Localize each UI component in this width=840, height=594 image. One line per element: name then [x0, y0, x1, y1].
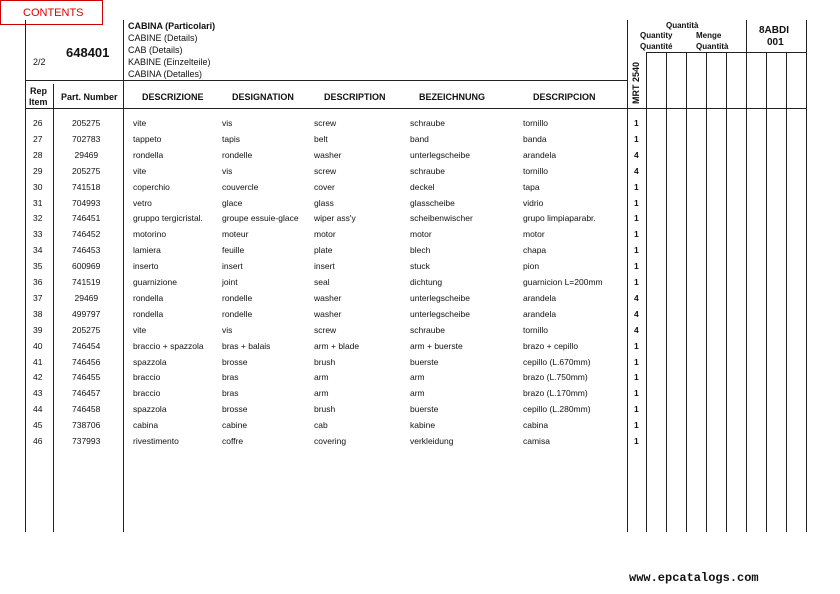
- description-cell: arm + blade: [314, 340, 360, 351]
- part-number-cell: 499797: [72, 308, 101, 319]
- part-number-cell: 600969: [72, 261, 101, 272]
- quantity-cell: 1: [634, 277, 639, 287]
- bezeichnung-cell: unterlegscheibe: [410, 292, 471, 303]
- description-cell: cover: [314, 181, 335, 192]
- descripcion-cell: grupo limpiaparabr.: [523, 213, 596, 224]
- divider: [686, 52, 687, 532]
- bezeichnung-cell: verkleidung: [410, 436, 454, 446]
- quantity-cell: 4: [634, 292, 639, 303]
- quantity-cell: 1: [634, 340, 639, 351]
- designation-header: DESIGNATION: [232, 92, 294, 102]
- description-cell: washer: [314, 149, 342, 160]
- bezeichnung-cell: schraube: [410, 118, 445, 128]
- item-header: Item: [29, 97, 48, 107]
- group-part-number: 648401: [66, 45, 110, 60]
- designation-cell: brosse: [222, 356, 248, 367]
- part-number-cell: 205275: [72, 165, 101, 176]
- description-cell: belt: [314, 133, 328, 144]
- contents-button[interactable]: CONTENTS: [0, 0, 103, 25]
- descripcion-cell: arandela: [523, 292, 557, 303]
- rep-item-cell: 29: [33, 165, 43, 176]
- rep-item-cell: 45: [33, 420, 43, 431]
- designation-cell: cabine: [222, 420, 248, 431]
- description-cell: glass: [314, 197, 334, 208]
- description-cell: insert: [314, 261, 335, 272]
- rep-item-cell: 31: [33, 197, 43, 208]
- quantity-cell: 1: [634, 181, 639, 192]
- quantity-cell: 1: [634, 118, 639, 128]
- description-cell: arm: [314, 372, 329, 383]
- descripcion-cell: arandela: [523, 149, 557, 160]
- description-cell: brush: [314, 404, 336, 415]
- rep-item-cell: 40: [33, 340, 43, 351]
- designation-cell: joint: [222, 277, 238, 287]
- rep-item-cell: 37: [33, 292, 43, 303]
- part-number-cell: 205275: [72, 118, 101, 128]
- divider: [25, 108, 806, 109]
- model-code-suffix: 001: [767, 37, 784, 48]
- quantity-cell: 1: [634, 245, 639, 256]
- description-cell: washer: [314, 308, 342, 319]
- quantity-cell: 1: [634, 420, 639, 431]
- bezeichnung-cell: motor: [410, 229, 432, 240]
- rep-item-cell: 32: [33, 213, 43, 224]
- descripcion-cell: camisa: [523, 436, 550, 446]
- rep-item-cell: 33: [33, 229, 43, 240]
- designation-cell: couvercle: [222, 181, 259, 192]
- part-number-cell: 741519: [72, 277, 101, 287]
- descripcion-cell: motor: [523, 229, 545, 240]
- descrizione-cell: rondella: [133, 308, 164, 319]
- description-cell: wiper ass'y: [314, 213, 356, 224]
- designation-cell: brosse: [222, 404, 248, 415]
- designation-cell: rondelle: [222, 292, 253, 303]
- descrizione-cell: rondella: [133, 149, 164, 160]
- descripcion-cell: tornillo: [523, 324, 549, 335]
- description-cell: covering: [314, 436, 347, 446]
- divider: [646, 52, 647, 532]
- descrizione-cell: vite: [133, 324, 147, 335]
- designation-cell: coffre: [222, 436, 244, 446]
- descripcion-cell: vidrio: [523, 197, 544, 208]
- bezeichnung-cell: arm: [410, 372, 425, 383]
- description-cell: washer: [314, 292, 342, 303]
- quantity-cell: 1: [634, 436, 639, 446]
- descrizione-cell: tappeto: [133, 133, 162, 144]
- descrizione-cell: braccio: [133, 388, 161, 399]
- quantity-cell: 1: [634, 404, 639, 415]
- description-cell: plate: [314, 245, 333, 256]
- quantity-cell: 1: [634, 197, 639, 208]
- bezeichnung-cell: unterlegscheibe: [410, 149, 471, 160]
- divider: [25, 20, 26, 532]
- descripcion-cell: cabina: [523, 420, 549, 431]
- descrizione-cell: vite: [133, 118, 147, 128]
- title-english: CAB (Details): [128, 45, 183, 55]
- rep-item-cell: 44: [33, 404, 43, 415]
- divider: [726, 52, 727, 532]
- bezeichnung-cell: deckel: [410, 181, 435, 192]
- descrizione-cell: braccio + spazzola: [133, 340, 204, 351]
- descripcion-cell: tornillo: [523, 118, 549, 128]
- bezeichnung-cell: stuck: [410, 261, 430, 272]
- bezeichnung-cell: buerste: [410, 356, 439, 367]
- designation-cell: rondelle: [222, 308, 253, 319]
- descrizione-cell: inserto: [133, 261, 159, 272]
- part-number-cell: 746457: [72, 388, 101, 399]
- part-number-cell: 746456: [72, 356, 101, 367]
- divider: [786, 52, 787, 532]
- part-number-cell: 746453: [72, 245, 101, 256]
- designation-cell: feuille: [222, 245, 245, 256]
- bezeichnung-cell: arm + buerste: [410, 340, 463, 351]
- quantity-label-en: Quantity: [640, 31, 673, 40]
- designation-cell: tapis: [222, 133, 240, 144]
- descrizione-cell: rivestimento: [133, 436, 179, 446]
- descripcion-cell: cepillo (L.670mm): [523, 356, 591, 367]
- quantity-cell: 1: [634, 388, 639, 399]
- descrizione-cell: cabina: [133, 420, 159, 431]
- description-cell: screw: [314, 324, 337, 335]
- bezeichnung-cell: schraube: [410, 324, 445, 335]
- descripcion-cell: chapa: [523, 245, 547, 256]
- descrizione-cell: coperchio: [133, 181, 170, 192]
- rep-item-cell: 27: [33, 133, 43, 144]
- descrizione-cell: gruppo tergicristal.: [133, 213, 203, 224]
- descrizione-cell: spazzola: [133, 404, 167, 415]
- quantity-cell: 4: [634, 308, 639, 319]
- description-cell: arm: [314, 388, 329, 399]
- part-number-cell: 746458: [72, 404, 101, 415]
- bezeichnung-cell: arm: [410, 388, 425, 399]
- bezeichnung-cell: blech: [410, 245, 431, 256]
- bezeichnung-cell: kabine: [410, 420, 436, 431]
- divider: [25, 80, 627, 81]
- quantity-cell: 1: [634, 213, 639, 224]
- descrizione-cell: spazzola: [133, 356, 167, 367]
- model-code: 8ABDI: [759, 25, 790, 36]
- part-number-header: Part. Number: [61, 92, 118, 102]
- rep-item-cell: 38: [33, 308, 43, 319]
- descripcion-cell: tornillo: [523, 165, 549, 176]
- descrizione-cell: lamiera: [133, 245, 161, 256]
- title-german: KABINE (Einzelteile): [128, 57, 211, 67]
- designation-cell: moteur: [222, 229, 249, 240]
- rep-item-cell: 43: [33, 388, 43, 399]
- descrizione-cell: vite: [133, 165, 147, 176]
- divider: [766, 52, 767, 532]
- rep-header: Rep: [30, 86, 48, 96]
- designation-cell: vis: [222, 118, 233, 128]
- part-number-cell: 746451: [72, 213, 101, 224]
- part-number-cell: 704993: [72, 197, 101, 208]
- description-cell: brush: [314, 356, 336, 367]
- rep-item-cell: 35: [33, 261, 43, 272]
- quantity-label-es: Quantità: [696, 42, 729, 51]
- divider: [806, 20, 807, 532]
- designation-cell: bras: [222, 372, 239, 383]
- rep-item-cell: 42: [33, 372, 43, 383]
- descrizione-cell: guarnizione: [133, 277, 177, 287]
- divider: [706, 52, 707, 532]
- description-cell: seal: [314, 277, 330, 287]
- quantity-cell: 1: [634, 261, 639, 272]
- bezeichnung-cell: buerste: [410, 404, 439, 415]
- descrizione-cell: motorino: [133, 229, 167, 240]
- rep-item-cell: 30: [33, 181, 43, 192]
- designation-cell: insert: [222, 261, 243, 272]
- part-number-cell: 738706: [72, 420, 101, 431]
- descrizione-cell: rondella: [133, 292, 164, 303]
- divider: [53, 84, 54, 532]
- designation-cell: bras + balais: [222, 340, 271, 351]
- bezeichnung-cell: band: [410, 133, 429, 144]
- descripcion-cell: brazo (L.750mm): [523, 372, 588, 383]
- descripcion-cell: brazo + cepillo: [523, 340, 579, 351]
- quantity-label-de: Menge: [696, 31, 722, 40]
- description-cell: motor: [314, 229, 336, 240]
- bezeichnung-cell: scheibenwischer: [410, 213, 473, 224]
- descripcion-cell: banda: [523, 133, 547, 144]
- designation-cell: bras: [222, 388, 239, 399]
- quantity-cell: 4: [634, 165, 639, 176]
- bezeichnung-cell: unterlegscheibe: [410, 308, 471, 319]
- descripcion-cell: tapa: [523, 181, 540, 192]
- designation-cell: rondelle: [222, 149, 253, 160]
- description-cell: screw: [314, 165, 337, 176]
- bezeichnung-cell: glasscheibe: [410, 197, 455, 208]
- descrizione-cell: braccio: [133, 372, 161, 383]
- rep-item-cell: 46: [33, 436, 43, 446]
- divider: [646, 52, 806, 53]
- rep-item-cell: 36: [33, 277, 43, 287]
- quantity-cell: 1: [634, 356, 639, 367]
- descrizione-cell: vetro: [133, 197, 152, 208]
- footer-url[interactable]: www.epcatalogs.com: [629, 571, 759, 585]
- descripcion-header: DESCRIPCION: [533, 92, 596, 102]
- quantity-cell: 1: [634, 372, 639, 383]
- quantity-cell: 1: [634, 133, 639, 144]
- part-number-cell: 746455: [72, 372, 101, 383]
- descrizione-header: DESCRIZIONE: [142, 92, 204, 102]
- divider: [746, 20, 747, 532]
- descripcion-cell: guarnicion L=200mm: [523, 277, 603, 287]
- part-number-cell: 746452: [72, 229, 101, 240]
- bezeichnung-cell: schraube: [410, 165, 445, 176]
- bezeichnung-header: BEZEICHNUNG: [419, 92, 486, 102]
- part-number-cell: 205275: [72, 324, 101, 335]
- designation-cell: groupe essuie-glace: [222, 213, 299, 224]
- title-french: CABINE (Details): [128, 33, 198, 43]
- descripcion-cell: arandela: [523, 308, 557, 319]
- quantity-cell: 4: [634, 324, 639, 335]
- designation-cell: vis: [222, 165, 233, 176]
- quantity-label: Quantità: [666, 21, 699, 30]
- title-spanish: CABINA (Detalles): [128, 69, 203, 79]
- descripcion-cell: cepillo (L.280mm): [523, 404, 591, 415]
- divider: [627, 20, 628, 532]
- part-number-cell: 746454: [72, 340, 101, 351]
- page-number: 2/2: [33, 57, 46, 67]
- vertical-model-label: MRT 2540: [631, 61, 641, 104]
- descripcion-cell: brazo (L.170mm): [523, 388, 588, 399]
- rep-item-cell: 34: [33, 245, 43, 256]
- divider: [123, 20, 124, 532]
- part-number-cell: 29469: [74, 292, 99, 303]
- part-number-cell: 741518: [72, 181, 101, 192]
- rep-item-cell: 26: [33, 118, 43, 128]
- descripcion-cell: pion: [523, 261, 540, 272]
- bezeichnung-cell: dichtung: [410, 277, 443, 287]
- rep-item-cell: 28: [33, 149, 43, 160]
- quantity-cell: 1: [634, 229, 639, 240]
- rep-item-cell: 39: [33, 324, 43, 335]
- title-italian: CABINA (Particolari): [128, 21, 216, 31]
- part-number-cell: 737993: [72, 436, 101, 446]
- part-number-cell: 29469: [74, 149, 99, 160]
- divider: [666, 52, 667, 532]
- description-cell: cab: [314, 420, 328, 431]
- quantity-cell: 4: [634, 149, 639, 160]
- designation-cell: vis: [222, 324, 233, 335]
- quantity-label-fr: Quantité: [640, 42, 673, 51]
- description-cell: screw: [314, 118, 337, 128]
- part-number-cell: 702783: [72, 133, 101, 144]
- designation-cell: glace: [222, 197, 243, 208]
- description-header: DESCRIPTION: [324, 92, 386, 102]
- rep-item-cell: 41: [33, 356, 43, 367]
